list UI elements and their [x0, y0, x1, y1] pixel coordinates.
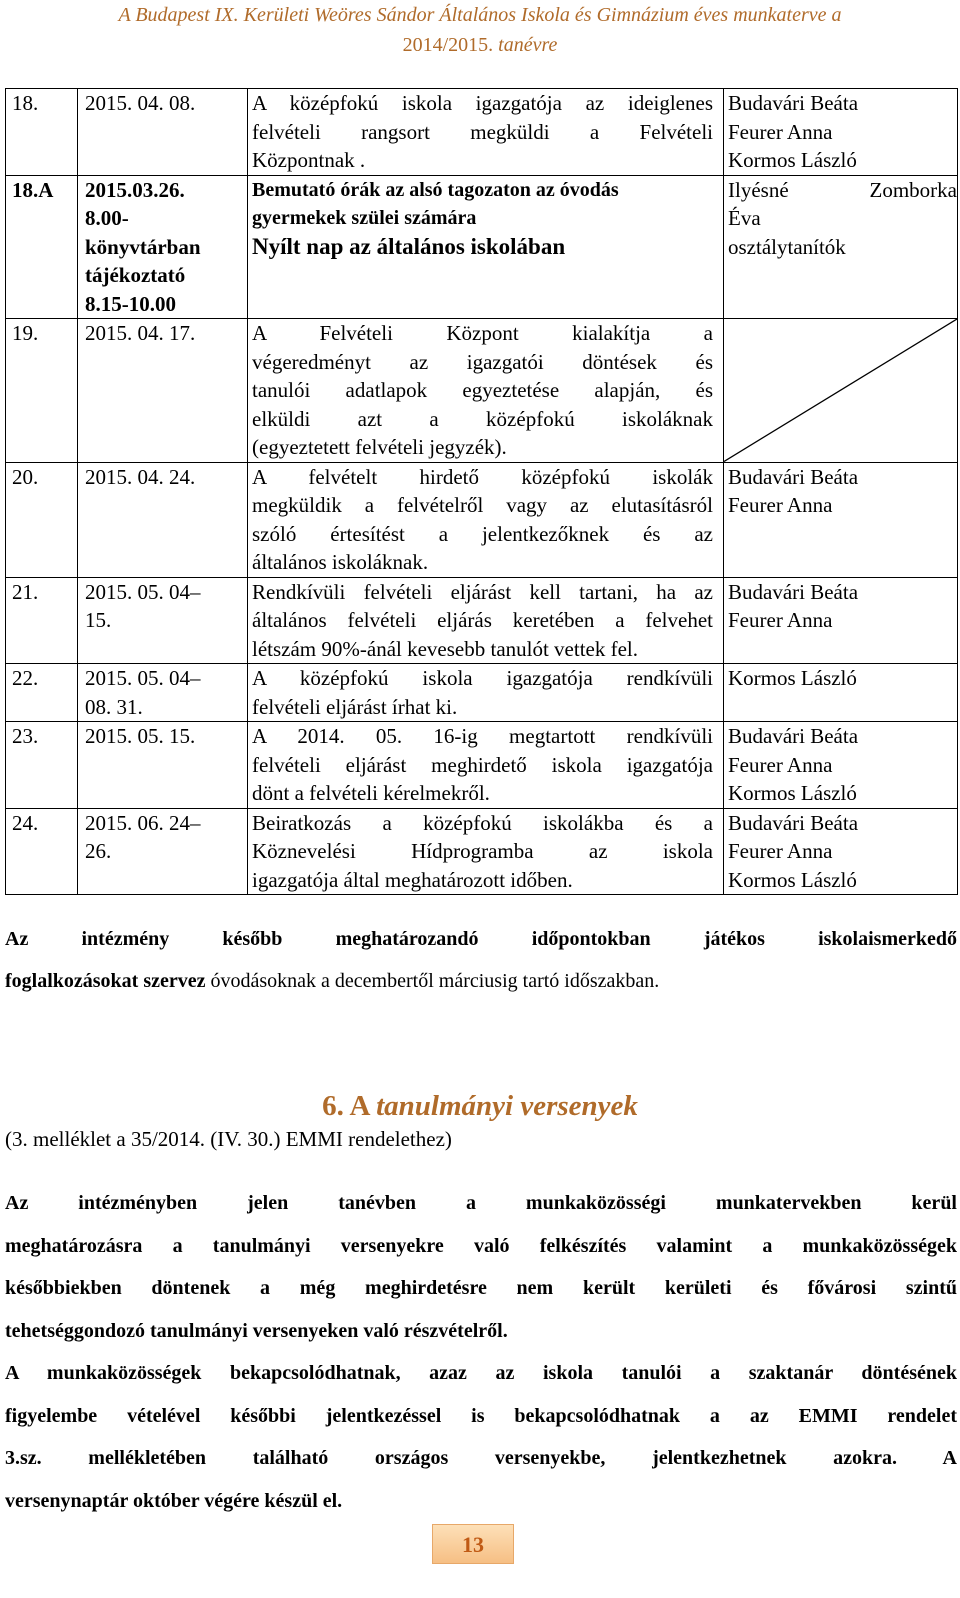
row-responsible	[724, 89, 958, 176]
date-line: 8.15-10.00	[85, 291, 176, 316]
date-line: 2015. 05. 15.	[85, 724, 196, 748]
paragraph-1	[5, 1182, 957, 1352]
description-line: felvételi eljárást írhat ki.	[252, 694, 458, 719]
table-row	[6, 319, 958, 463]
row-responsible	[724, 462, 958, 577]
description-line: igazgatója által meghatározott időben.	[252, 867, 573, 892]
kindergarten-note	[5, 918, 957, 1002]
responsible-person: Kormos László	[728, 666, 857, 690]
paragraph-2	[5, 1352, 957, 1522]
section-reference: (3. melléklet a 35/2014. (IV. 30.) EMMI rendelethez)	[5, 1127, 452, 1151]
row-responsible	[724, 175, 958, 319]
note-line-2	[5, 970, 659, 992]
row-number: 22.	[6, 664, 78, 722]
description-line: A Felvételi Központ kialakítja a	[252, 321, 713, 345]
table-row	[6, 462, 958, 577]
row-date	[78, 722, 248, 809]
open-day-title: Nyílt nap az általános iskolában	[252, 233, 566, 259]
description-line: végeredményt az igazgatói döntések és	[252, 349, 713, 374]
description-line: felvételi eljárást meghirdető iskola igazgatója	[252, 752, 713, 777]
text-line: A munkaközösségek bekapcsolódhatnak, azaz az iskola tanulói a szaktanár döntésének	[5, 1362, 957, 1384]
row-date	[78, 319, 248, 463]
page-header	[0, 0, 960, 62]
date-line: 2015. 05. 04–	[85, 666, 201, 690]
description-line: dönt a felvételi kérelmekről.	[252, 781, 490, 805]
competitions-text	[5, 1182, 957, 1522]
date-line: 2015.03.26.	[85, 177, 185, 202]
section-heading	[0, 1086, 960, 1126]
text-line: 3.sz. mellékletében található országos versenyekbe, jelentkezhetnek azokra. A	[5, 1447, 957, 1469]
responsible-person: Ilyésné Zomborka	[728, 177, 957, 202]
description-line: általános iskoláknak.	[252, 550, 429, 574]
responsible-person: Éva	[728, 206, 761, 230]
description-line: felvételi rangsort megküldi a Felvételi	[252, 119, 713, 144]
description-line: gyermekek szülei számára	[252, 206, 477, 229]
description-line: Rendkívüli felvételi eljárást kell tartani, ha az	[252, 579, 713, 604]
diagonal-strike	[724, 319, 957, 462]
text-line: későbbiekben döntenek a még meghirdetésre nem került kerületi és fővárosi szintű	[5, 1277, 957, 1299]
row-number: 18.	[6, 89, 78, 176]
note-line-1: Az intézmény később meghatározandó időpontokban játékos iskolaismerkedő	[5, 928, 957, 950]
description-line: Beiratkozás a középfokú iskolákba és a	[252, 810, 713, 835]
description-line: tanulói adatlapok egyeztetése alapján, és	[252, 378, 713, 402]
row-description	[248, 722, 724, 809]
header-school-year	[0, 30, 960, 60]
row-number: 19.	[6, 319, 78, 463]
date-line: 15.	[85, 608, 112, 632]
row-date	[78, 664, 248, 722]
responsible-person: Budavári Beáta	[728, 579, 859, 604]
date-line: könyvtárban	[85, 234, 201, 259]
text-line: meghatározásra a tanulmányi versenyekre való felkészítés valamint a munkaközösségek	[5, 1234, 957, 1257]
text-line: figyelembe vételével későbbi jelentkezéssel is bekapcsolódhatnak a az EMMI rendelet	[5, 1404, 957, 1427]
note-line-2-bold: foglalkozásokat szervez	[5, 970, 206, 992]
description-line: Központnak .	[252, 148, 366, 172]
page-number-badge: 13	[432, 1524, 514, 1564]
text-line: versenynaptár október végére készül el.	[5, 1489, 343, 1512]
row-description	[248, 319, 724, 463]
row-description	[248, 175, 724, 319]
description-line: A középfokú iskola igazgatója az ideiglenes	[252, 91, 713, 115]
description-line: elküldi azt a középfokú iskoláknak	[252, 406, 713, 431]
text-line: tehetséggondozó tanulmányi versenyeken való részvételről.	[5, 1319, 508, 1342]
section-title-prefix: A	[349, 1090, 377, 1122]
date-line: 2015. 06. 24–	[85, 810, 201, 835]
responsible-person: Feurer Anna	[728, 839, 833, 863]
row-description	[248, 89, 724, 176]
responsible-person: Budavári Beáta	[728, 724, 859, 748]
description-line: A középfokú iskola igazgatója rendkívüli	[252, 666, 713, 690]
table-row	[6, 664, 958, 722]
responsible-person: Feurer Anna	[728, 608, 833, 632]
responsible-person: Kormos László	[728, 867, 857, 892]
responsible-person: Kormos László	[728, 781, 857, 805]
row-number: 24.	[6, 808, 78, 895]
responsible-person: Budavári Beáta	[728, 91, 859, 115]
row-number: 18.A	[6, 175, 78, 319]
row-responsible	[724, 808, 958, 895]
date-line: 2015. 04. 24.	[85, 464, 196, 489]
table-row	[6, 89, 958, 176]
description-line: A 2014. 05. 16-ig megtartott rendkívüli	[252, 724, 713, 748]
description-line: A felvételt hirdető középfokú iskolák	[252, 464, 713, 489]
section-title: tanulmányi versenyek	[376, 1090, 638, 1122]
table-row	[6, 722, 958, 809]
schedule-table-body	[6, 89, 958, 895]
date-line: 2015. 05. 04–	[85, 579, 201, 604]
description-line: általános felvételi eljárás keretében a felvehet	[252, 608, 713, 632]
text-line: Az intézményben jelen tanévben a munkaközösségi munkatervekben kerül	[5, 1192, 957, 1214]
row-responsible	[724, 722, 958, 809]
table-row	[6, 577, 958, 664]
description-line: (egyeztetett felvételi jegyzék).	[252, 435, 507, 459]
description-line: megküldik a felvételről vagy az elutasításról	[252, 493, 713, 517]
section-number: 6.	[322, 1090, 344, 1122]
row-responsible-empty	[724, 319, 958, 463]
row-description	[248, 808, 724, 895]
description-line: Köznevelési Hídprogramba az iskola	[252, 839, 713, 863]
table-row	[6, 808, 958, 895]
row-responsible	[724, 664, 958, 722]
row-date	[78, 808, 248, 895]
date-line: 8.00-	[85, 206, 129, 230]
row-date	[78, 89, 248, 176]
row-description	[248, 577, 724, 664]
row-responsible	[724, 577, 958, 664]
description-line: Bemutató órák az alsó tagozaton az óvodás	[252, 178, 619, 201]
row-number: 23.	[6, 722, 78, 809]
responsible-person: Budavári Beáta	[728, 464, 859, 489]
date-line: 26.	[85, 839, 112, 863]
header-year: 2014/2015.	[402, 34, 494, 56]
date-line: 08. 31.	[85, 694, 143, 719]
note-line-2-rest: óvodásoknak a decembertől márciusig tartó időszakban.	[205, 970, 660, 992]
description-line: szóló értesítést a jelentkezőknek és az	[252, 521, 713, 546]
date-line: 2015. 04. 08.	[85, 91, 196, 115]
responsible-person: Feurer Anna	[728, 119, 833, 144]
date-line: 2015. 04. 17.	[85, 321, 196, 345]
description-line: létszám 90%-ánál kevesebb tanulót vettek fel.	[252, 636, 639, 661]
header-year-suffix: tanévre	[493, 34, 558, 56]
row-date	[78, 175, 248, 319]
row-description	[248, 462, 724, 577]
responsible-person: Feurer Anna	[728, 493, 833, 517]
responsible-person: Kormos László	[728, 148, 857, 172]
responsible-person: Feurer Anna	[728, 752, 833, 777]
responsible-person: Budavári Beáta	[728, 810, 859, 835]
row-number: 20.	[6, 462, 78, 577]
admission-schedule-table	[5, 88, 958, 895]
header-title: A Budapest IX. Kerületi Weöres Sándor Általános Iskola és Gimnázium éves munkaterve a	[118, 4, 842, 26]
row-date	[78, 462, 248, 577]
table-row	[6, 175, 958, 319]
row-date	[78, 577, 248, 664]
row-description	[248, 664, 724, 722]
date-line: tájékoztató	[85, 263, 186, 287]
row-number: 21.	[6, 577, 78, 664]
responsible-person: osztálytanítók	[728, 234, 846, 259]
